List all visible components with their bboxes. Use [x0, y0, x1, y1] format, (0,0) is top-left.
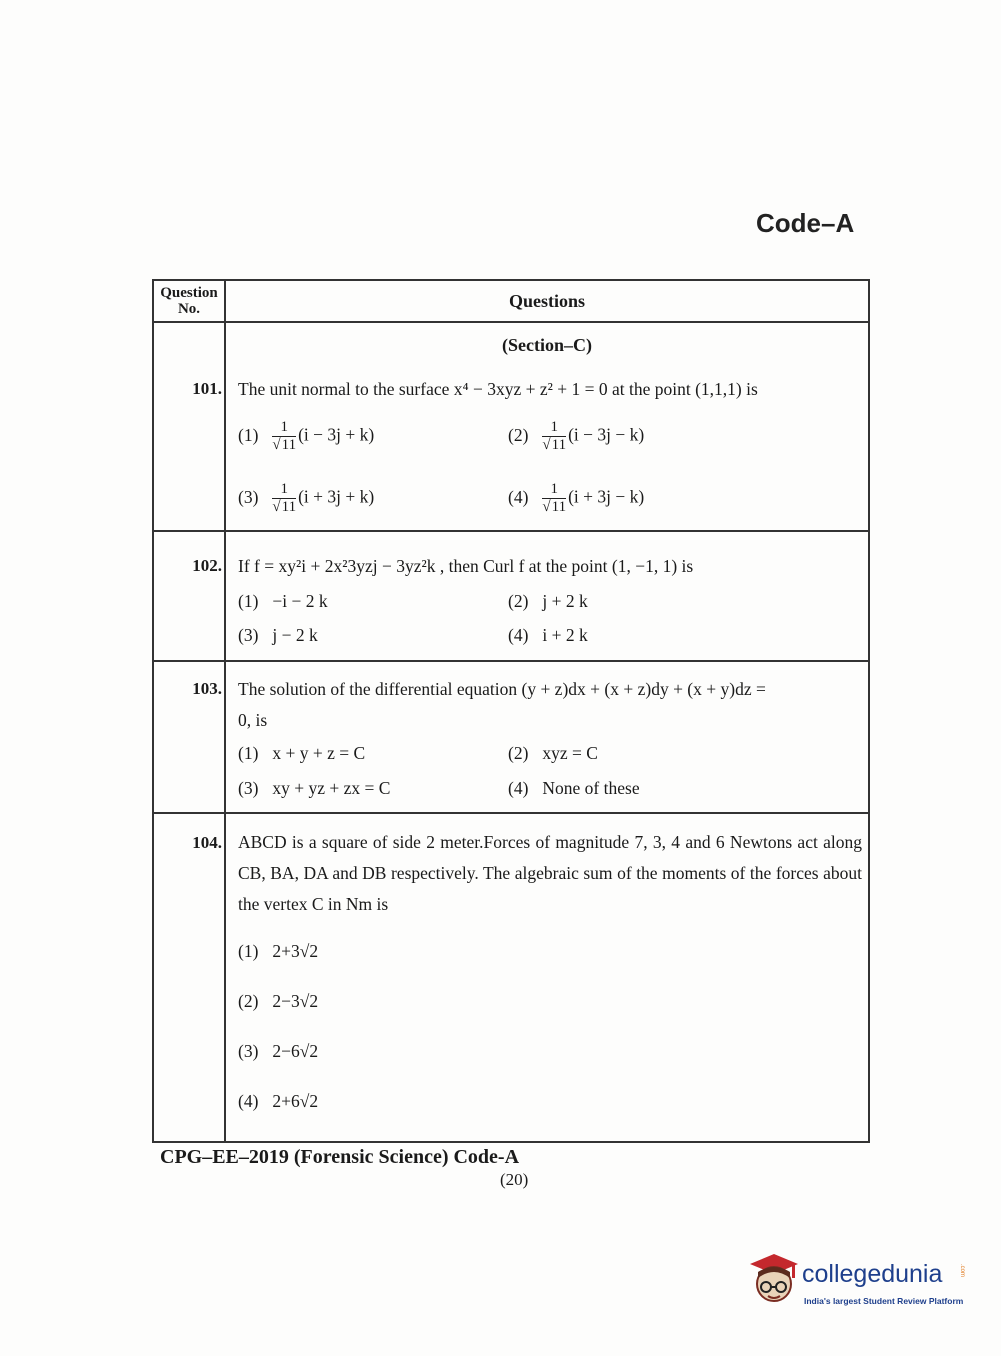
option — [508, 419, 644, 454]
option-number: (1) — [238, 743, 259, 763]
option-number: (4) — [508, 778, 529, 798]
sqrt-radicand: 11 — [551, 437, 567, 453]
question-number: 101. — [192, 379, 222, 398]
option — [238, 481, 374, 516]
question-number: 103. — [192, 679, 222, 698]
row-divider — [154, 660, 868, 662]
logo-tagline: India's largest Student Review Platform — [804, 1296, 964, 1306]
logo-suffix: .com — [959, 1264, 965, 1278]
option-expression: 2−6√2 — [272, 1041, 319, 1061]
mascot-icon — [744, 1250, 800, 1310]
option-expression: (i − 3j − k) — [568, 424, 645, 445]
option-expression: None of these — [542, 778, 640, 798]
option — [238, 1041, 318, 1062]
option-number: (2) — [508, 424, 529, 445]
row-divider — [154, 530, 868, 532]
option — [238, 941, 318, 962]
option — [508, 778, 640, 799]
option-number: (1) — [238, 591, 259, 611]
option-number: (4) — [238, 1091, 259, 1111]
option — [238, 991, 318, 1012]
sqrt-radicand: 11 — [551, 499, 567, 515]
fraction-numerator: 1 — [542, 419, 566, 437]
option-expression: 2−3√2 — [272, 991, 319, 1011]
row-divider — [154, 812, 868, 814]
option-expression: j + 2 k — [542, 591, 588, 611]
option-expression: (i + 3j − k) — [568, 486, 645, 507]
sqrt-radicand: 11 — [281, 437, 297, 453]
option-number: (3) — [238, 486, 259, 507]
option-number: (3) — [238, 1041, 259, 1061]
question-number: 102. — [192, 556, 222, 575]
option-expression: x + y + z = C — [272, 743, 366, 763]
fraction-numerator: 1 — [542, 481, 566, 499]
option-number: (4) — [508, 486, 529, 507]
fraction-numerator: 1 — [272, 419, 296, 437]
header-qno-line2: No. — [177, 301, 201, 317]
fraction-denominator: √11 — [272, 437, 297, 453]
question-table — [152, 279, 870, 1143]
header-divider — [154, 321, 868, 323]
option — [238, 743, 365, 764]
code-label: Code–A — [756, 208, 855, 238]
fraction — [272, 481, 296, 516]
page-number: (20) — [500, 1170, 529, 1189]
question-number: 104. — [192, 833, 222, 852]
option-expression: −i − 2 k — [272, 591, 328, 611]
option — [238, 778, 390, 799]
option — [238, 625, 318, 646]
option-number: (1) — [238, 941, 259, 961]
footer-text: CPG–EE–2019 (Forensic Science) Code-A — [160, 1146, 520, 1168]
option-expression: (i − 3j + k) — [298, 424, 375, 445]
column-divider — [224, 281, 226, 1141]
option — [508, 591, 588, 612]
fraction-denominator: √11 — [542, 437, 567, 453]
option-expression: xy + yz + zx = C — [272, 778, 391, 798]
fraction — [542, 419, 566, 454]
fraction-denominator: √11 — [542, 499, 567, 515]
option-expression: (i + 3j + k) — [298, 486, 375, 507]
option — [508, 625, 588, 646]
header-qno-line1: Question — [160, 285, 218, 301]
question-text: If f = xy²i + 2x²3yzj − 3yz²k , then Curl f at the point (1, −1, 1) is — [238, 556, 694, 576]
option — [508, 481, 644, 516]
option-number: (3) — [238, 778, 259, 798]
fraction — [272, 419, 296, 454]
option — [238, 591, 328, 612]
question-text: The solution of the differential equation (y + z)dx + (x + z)dy + (x + y)dz = 0, is — [238, 679, 766, 730]
option — [238, 419, 374, 454]
option — [238, 1091, 318, 1112]
option-number: (3) — [238, 625, 259, 645]
option-expression: i + 2 k — [542, 625, 588, 645]
fraction-denominator: √11 — [272, 499, 297, 515]
question-text: The unit normal to the surface x⁴ − 3xyz + z² + 1 = 0 at the point (1,1,1) is — [238, 379, 758, 399]
option-number: (1) — [238, 424, 259, 445]
option-expression: 2+6√2 — [272, 1091, 319, 1111]
option-number: (4) — [508, 625, 529, 645]
sqrt-radicand: 11 — [281, 499, 297, 515]
section-title: (Section–C) — [502, 335, 592, 355]
header-questions: Questions — [508, 291, 586, 311]
option-expression: xyz = C — [542, 743, 598, 763]
question-text: ABCD is a square of side 2 meter.Forces of magnitude 7, 3, 4 and 6 Newtons act along CB, BA, DA and DB respectively. The algebraic sum of the moments of the forces about the vertex C in Nm is — [238, 832, 862, 914]
option-number: (2) — [508, 591, 529, 611]
fraction-numerator: 1 — [272, 481, 296, 499]
option — [508, 743, 598, 764]
option-number: (2) — [508, 743, 529, 763]
logo-name: collegedunia — [802, 1260, 943, 1288]
header-question-no — [154, 285, 224, 317]
option-number: (2) — [238, 991, 259, 1011]
option-expression: 2+3√2 — [272, 941, 319, 961]
option-expression: j − 2 k — [272, 625, 318, 645]
collegedunia-logo — [744, 1250, 974, 1320]
fraction — [542, 481, 566, 516]
